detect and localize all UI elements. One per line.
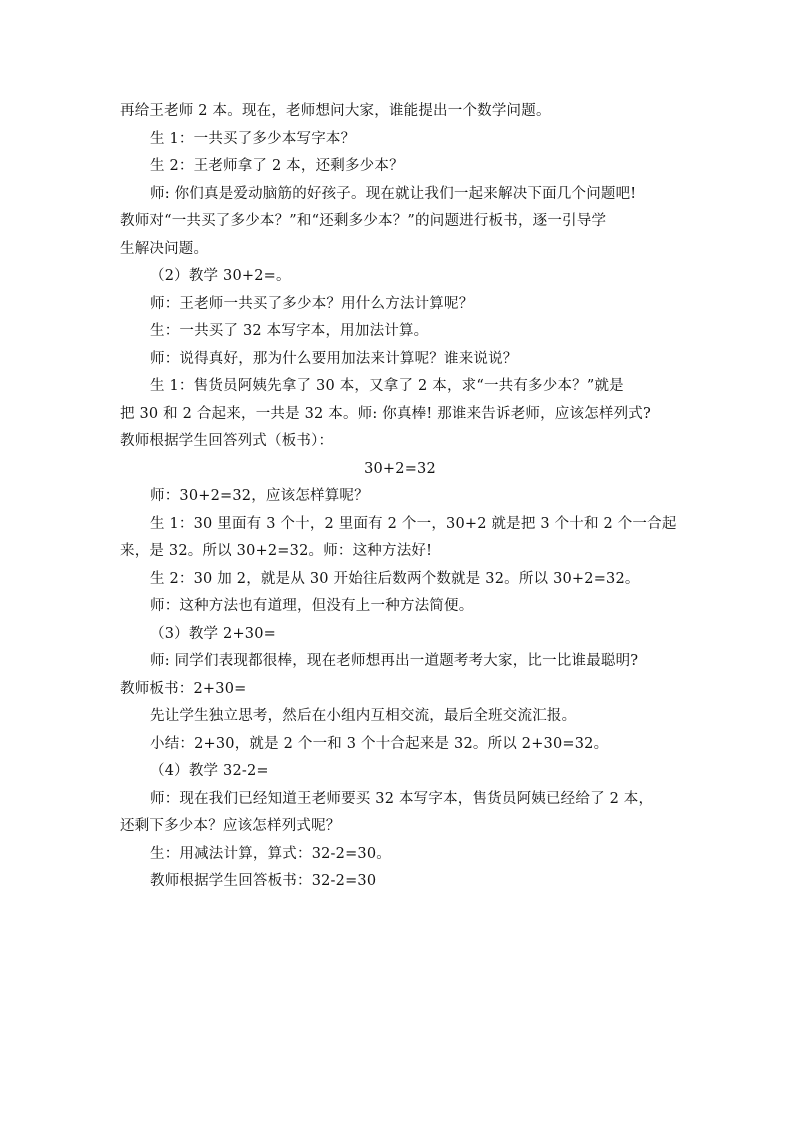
text-line: 教师根据学生回答列式（板书）： [120,433,334,449]
text-line: 还剩下多少本？应该怎样列式呢？ [120,818,341,834]
text-line: 生 1：售货员阿姨先拿了 30 本，又拿了 2 本，求“一共有多少本？”就是 [150,378,624,394]
text-line: 师：现在我们已经知道王老师要买 32 本写字本，售货员阿姨已经给了 2 本， [150,790,654,807]
text-line: 先让学生独立思考，然后在小组内互相交流，最后全班交流汇报。 [150,708,577,724]
text-line: 师: 你们真是爱动脑筋的好孩子。现在就让我们一起来解决下面几个问题吧! [150,185,637,202]
text-line: 生：一共买了 32 本写字本，用加法计算。 [150,323,429,339]
text-line: 来，是 32。所以 30+2=32。师：这种方法好! [120,543,433,559]
text-line: 教师根据学生回答板书：32-2=30 [150,873,377,889]
text-line: 把 30 和 2 合起来，一共是 32 本。师: 你真棒! 那谁来告诉老师，应该怎样列式? [120,405,651,422]
text-line: 再给王老师 2 本。现在，老师想问大家，谁能提出一个数学问题。 [120,103,551,119]
text-line: 师: 同学们表现都很棒，现在老师想再出一道题考考大家，比一比谁最聪明? [150,653,639,669]
section-heading: （4）教学 32-2= [150,763,269,779]
text-line: 教师板书：2+30= [120,680,247,697]
text-line: 师：说得真好，那为什么要用加法来计算呢？谁来说说？ [150,350,518,367]
text-line: 教师对“一共买了多少本？”和“还剩多少本？”的问题进行板书，逐一引导学 [120,213,607,229]
section-heading: （3）教学 2+30= [150,625,277,642]
text-line: 师：这种方法也有道理，但没有上一种方法简便。 [150,598,474,614]
text-line: 师：王老师一共买了多少本？用什么方法计算呢？ [150,295,474,312]
document-body [120,98,680,896]
text-line: 小结：2+30，就是 2 个一和 3 个十合起来是 32。所以 2+30=32。 [150,735,609,752]
section-heading: （2）教学 30+2=。 [150,268,291,284]
text-line: 生 2：30 加 2，就是从 30 开始往后数两个数就是 32。所以 30+2=32。 [150,570,640,587]
text-line: 生解决问题。 [120,240,209,257]
text-line: 生 1：一共买了多少本写字本？ [150,130,356,147]
text-line: 生 1：30 里面有 3 个十，2 里面有 2 个一，30+2 就是把 3 个十和 2 个一合起 [150,515,677,532]
text-line: 生 2：王老师拿了 2 本，还剩多少本？ [150,158,404,174]
text-line: 生：用减法计算，算式：32-2=30。 [150,845,391,862]
equation-line: 30+2=32 [364,460,436,477]
text-line: 师：30+2=32，应该怎样算呢？ [150,488,369,504]
